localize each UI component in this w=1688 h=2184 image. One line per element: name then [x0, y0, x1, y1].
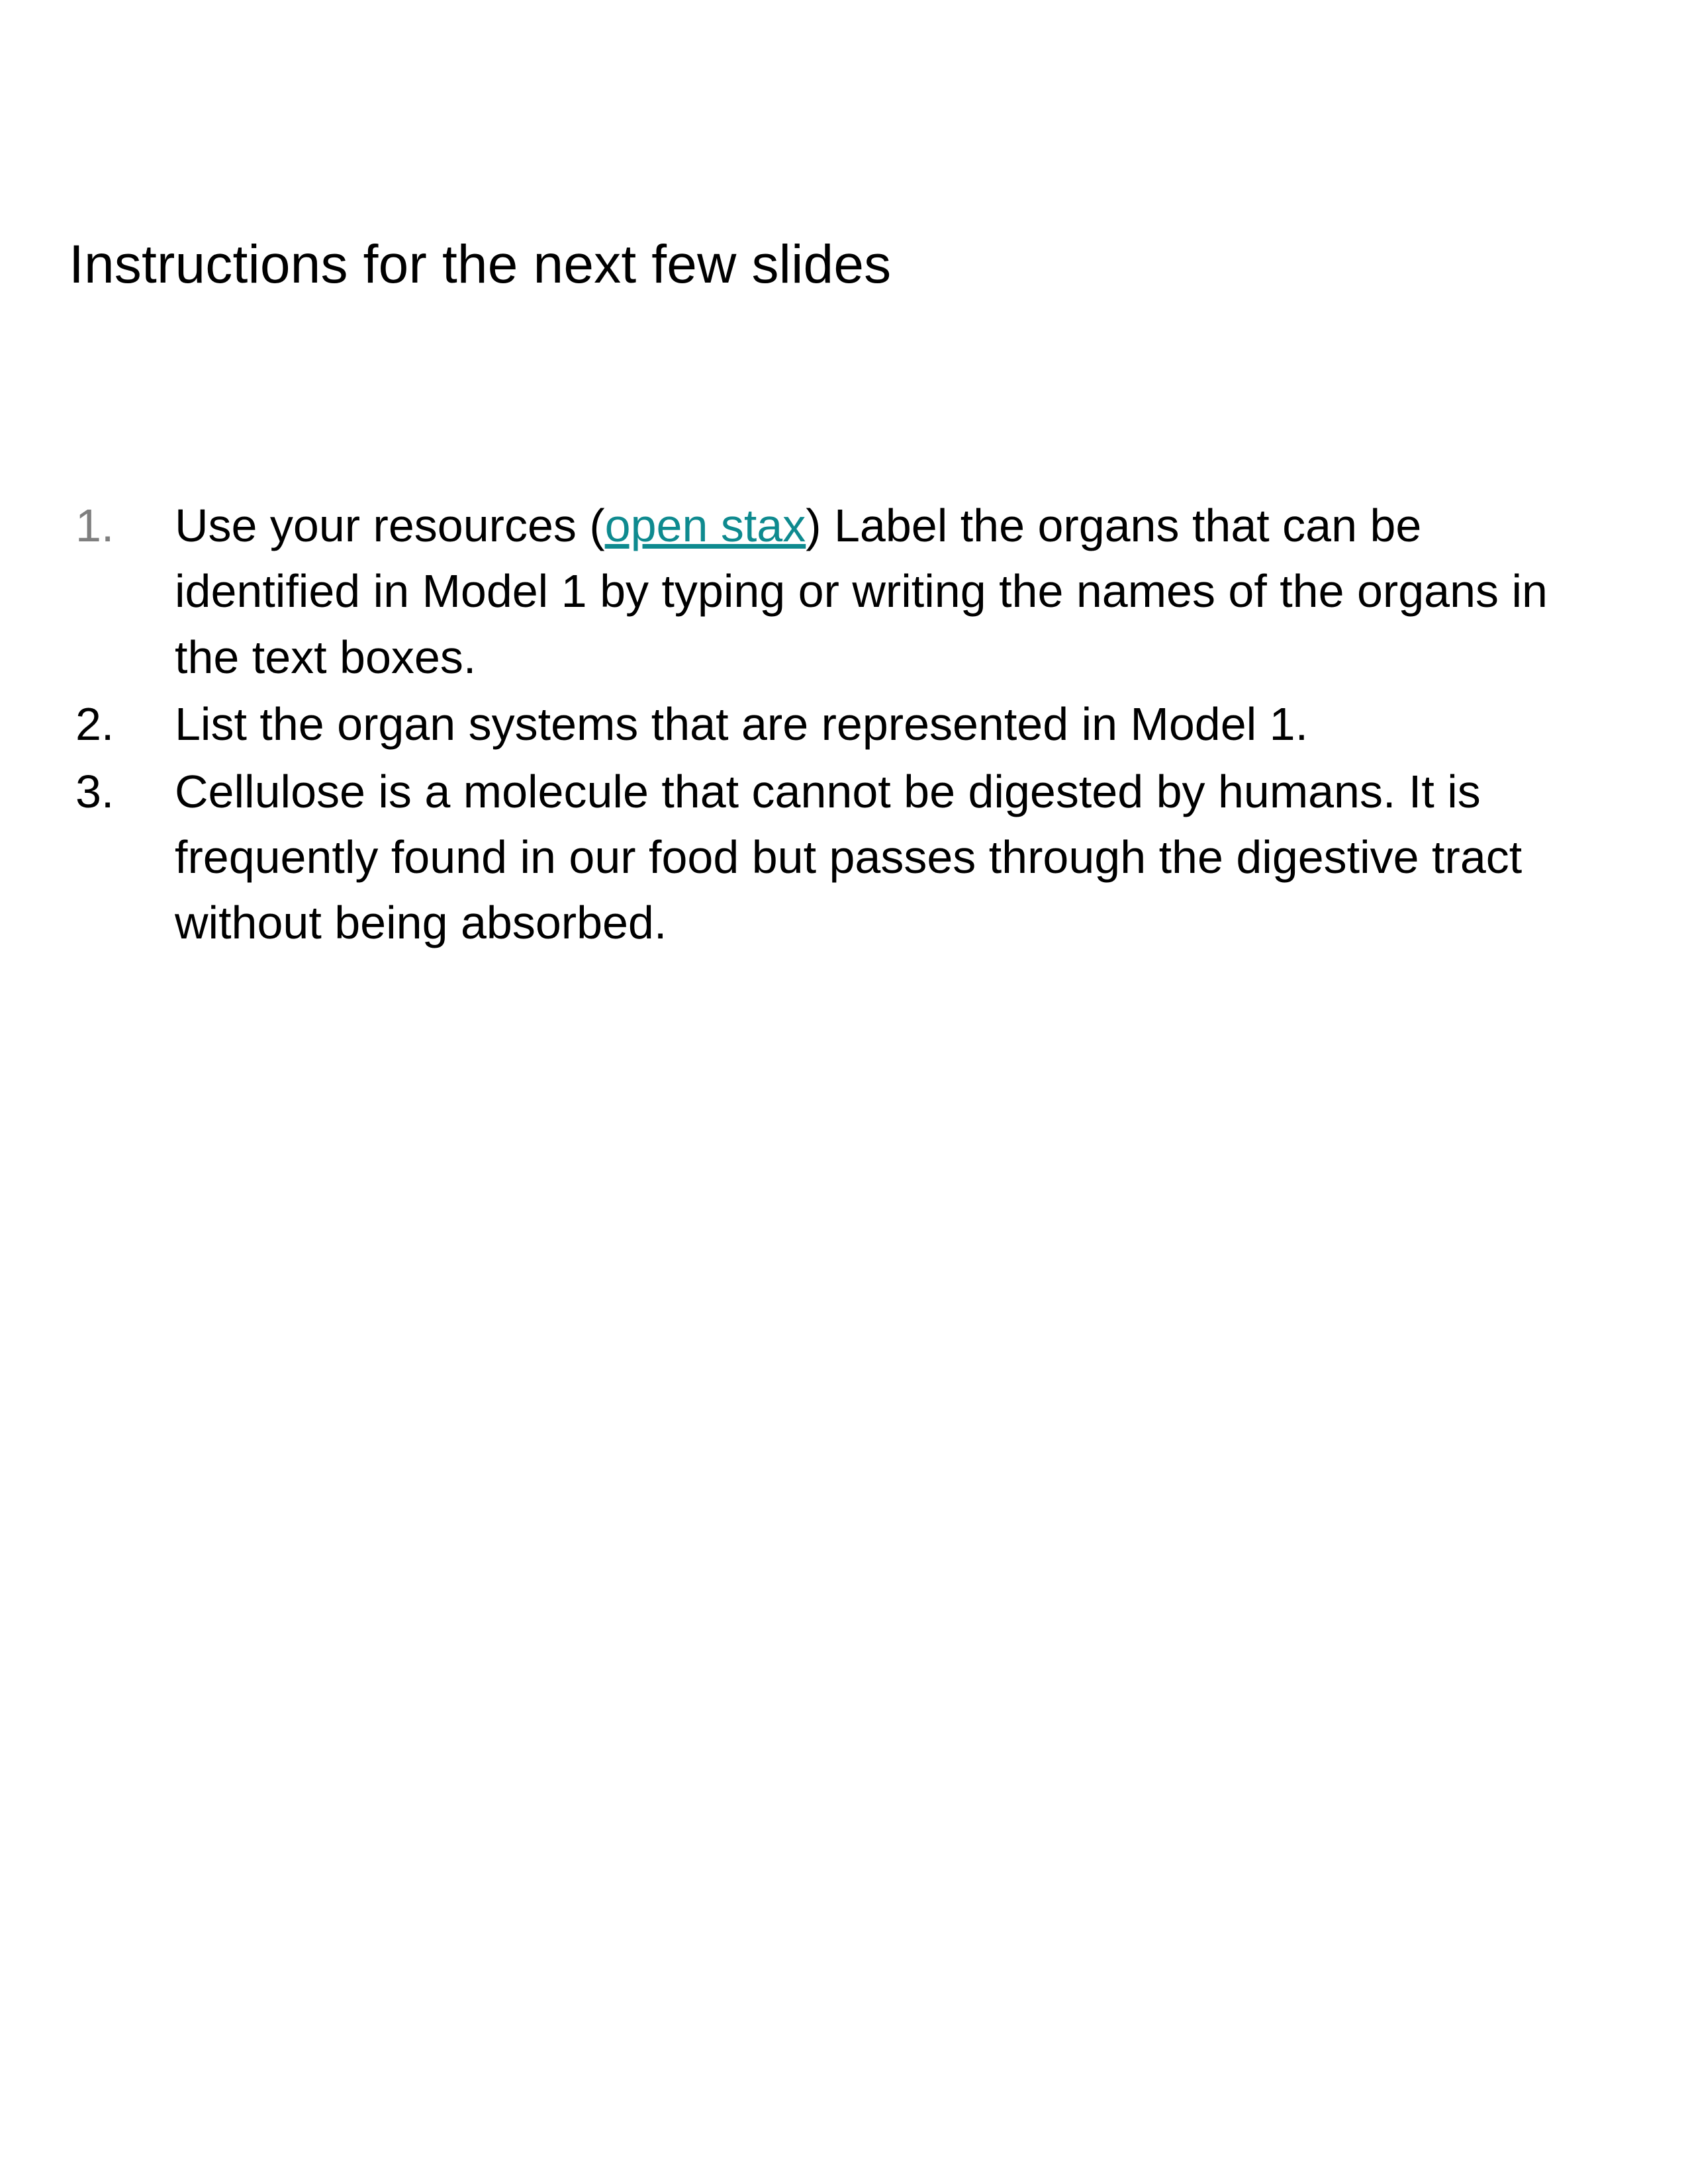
list-item-text-before: Use your resources ( — [175, 500, 605, 551]
list-item-text-after: ) Label the organs that can be identified in Model 1 by typing or writing the names of the organs in the text boxes. — [175, 500, 1548, 683]
page-title: Instructions for the next few slides — [69, 234, 892, 295]
list-item-text: Cellulose is a molecule that cannot be digested by humans. It is frequently found in our food but passes through the digestive tract without being absorbed. — [175, 765, 1523, 949]
list-marker: 1. — [75, 500, 115, 551]
list-item — [69, 692, 1611, 757]
list-marker: 2. — [75, 698, 115, 751]
list-item — [69, 493, 1611, 690]
list-item — [69, 759, 1611, 956]
list-item-text — [175, 493, 1611, 690]
instructions-list — [69, 493, 1611, 958]
list-item-text: List the organ systems that are represented in Model 1. — [175, 698, 1309, 751]
open-stax-link[interactable]: open stax — [604, 500, 806, 551]
list-marker: 3. — [75, 765, 115, 817]
